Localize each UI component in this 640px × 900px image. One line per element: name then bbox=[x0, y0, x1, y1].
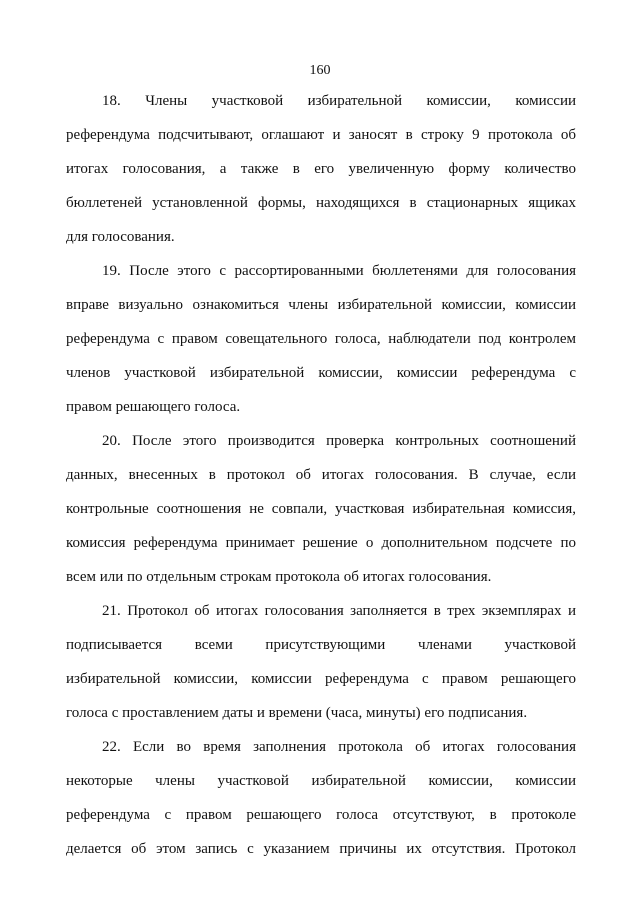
text-line: референдума с правом решающего голоса отсутствуют, в протоколе bbox=[66, 807, 576, 823]
paragraph-21 bbox=[66, 594, 576, 730]
paragraph-20 bbox=[66, 424, 576, 594]
text-line: некоторые члены участковой избирательной комиссии, комиссии bbox=[66, 773, 576, 789]
document-body bbox=[66, 84, 576, 866]
text-line: 18. Члены участковой избирательной комиссии, комиссии bbox=[102, 93, 576, 109]
text-line: данных, внесенных в протокол об итогах голосования. В случае, если bbox=[66, 467, 576, 483]
page-number: 160 bbox=[309, 63, 331, 78]
text-line: для голосования. bbox=[66, 229, 175, 245]
text-line: правом решающего голоса. bbox=[66, 399, 241, 415]
text-line: итогах голосования, а также в его увеличенную форму количество bbox=[66, 161, 576, 177]
text-line: 22. Если во время заполнения протокола об итогах голосования bbox=[102, 739, 576, 755]
text-line: контрольные соотношения не совпали, участковая избирательная комиссия, bbox=[66, 501, 576, 517]
text-line: бюллетеней установленной формы, находящихся в стационарных ящиках bbox=[66, 195, 576, 211]
text-line: избирательной комиссии, комиссии референдума с правом решающего bbox=[66, 671, 576, 687]
text-line: вправе визуально ознакомиться члены избирательной комиссии, комиссии bbox=[66, 297, 576, 313]
text-line: 21. Протокол об итогах голосования заполняется в трех экземплярах и bbox=[102, 603, 576, 619]
text-line: членов участковой избирательной комиссии, комиссии референдума с bbox=[66, 365, 576, 381]
paragraph-18 bbox=[66, 84, 576, 254]
text-line: референдума с правом совещательного голоса, наблюдатели под контролем bbox=[66, 331, 576, 347]
text-line: подписывается всеми присутствующими членами участковой bbox=[66, 637, 576, 653]
paragraph-19 bbox=[66, 254, 576, 424]
text-line: делается об этом запись с указанием причины их отсутствия. Протокол bbox=[66, 841, 576, 857]
text-line: референдума подсчитывают, оглашают и заносят в строку 9 протокола об bbox=[66, 127, 576, 143]
text-line: всем или по отдельным строкам протокола об итогах голосования. bbox=[66, 569, 492, 585]
text-line: 20. После этого производится проверка контрольных соотношений bbox=[102, 433, 576, 449]
text-line: голоса с проставлением даты и времени (часа, минуты) его подписания. bbox=[66, 705, 528, 721]
text-line: 19. После этого с рассортированными бюллетенями для голосования bbox=[102, 263, 576, 279]
text-line: комиссия референдума принимает решение о дополнительном подсчете по bbox=[66, 535, 576, 551]
paragraph-22 bbox=[66, 730, 576, 866]
